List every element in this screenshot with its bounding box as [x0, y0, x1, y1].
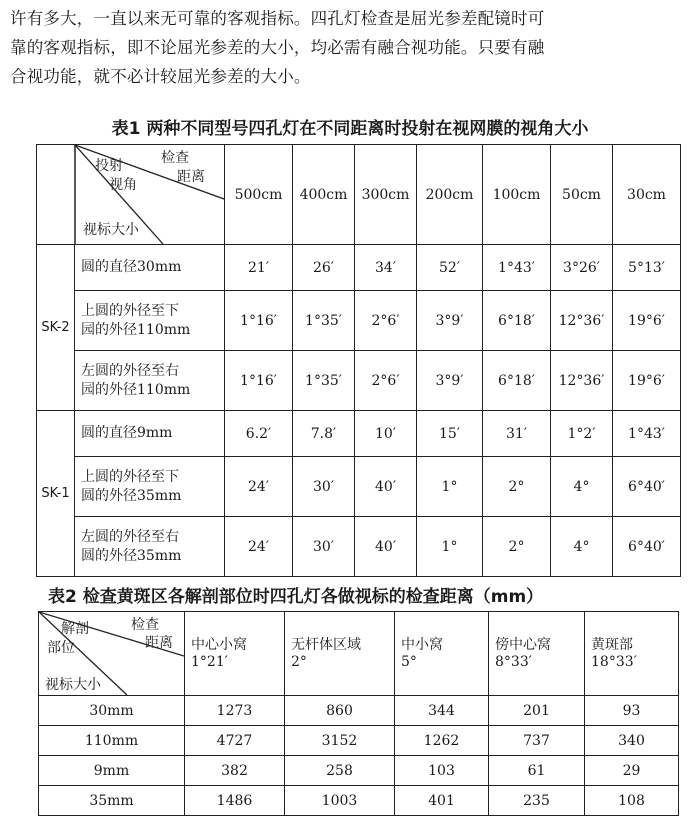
table-cell: 10′ — [355, 411, 417, 457]
table2-header-row — [39, 612, 679, 696]
table-cell: 737 — [489, 726, 585, 756]
table-cell: 1273 — [185, 696, 285, 726]
row-label-line: 上圆的外径至下 — [81, 302, 179, 319]
paragraph-line: 合视功能，就不必计较屈光参差的大小。 — [10, 67, 311, 86]
table1 — [36, 144, 681, 577]
corner-label: 检查 — [131, 617, 159, 633]
corner-label: 解剖 — [61, 621, 89, 637]
row-label-line: 上圆的外径至下 — [81, 468, 179, 485]
table2-corner-cell — [39, 612, 185, 696]
corner-label: 距离 — [177, 169, 205, 185]
table-row — [37, 517, 681, 577]
table-cell: 108 — [585, 786, 679, 816]
table-cell: 344 — [395, 696, 489, 726]
paragraph-line: 靠的客观指标，即不论屈光参差的大小，均必需有融合视功能。只要有融 — [10, 38, 545, 57]
table-cell: 1°35′ — [293, 351, 355, 411]
table-cell: 1262 — [395, 726, 489, 756]
table-cell: 6°18′ — [483, 291, 551, 351]
table-row — [39, 786, 679, 816]
table-cell: 34′ — [355, 245, 417, 291]
column-header — [489, 612, 585, 696]
table-row — [37, 245, 681, 291]
row-label-line: 园的外径110mm — [81, 381, 191, 398]
row-label-line: 左圆的外径至右 — [81, 362, 179, 379]
column-header-name: 黄斑部 — [591, 636, 633, 653]
table-cell: 15′ — [417, 411, 483, 457]
table-cell: 6°40′ — [613, 517, 681, 577]
corner-label: 视标大小 — [83, 222, 139, 238]
distance-header: 30cm — [613, 145, 681, 245]
column-header-name: 中心小窝 — [191, 636, 247, 653]
table-cell: 6.2′ — [225, 411, 293, 457]
table-cell: 19°6′ — [613, 351, 681, 411]
corner-label: 检查 — [161, 150, 189, 166]
group-label: SK-1 — [37, 411, 75, 577]
row-label: 9mm — [39, 756, 185, 786]
table-cell: 1°43′ — [483, 245, 551, 291]
column-header-name: 傍中心窝 — [495, 636, 551, 653]
table-cell: 26′ — [293, 245, 355, 291]
table-row — [37, 411, 681, 457]
table-cell: 29 — [585, 756, 679, 786]
column-header-name: 中小窝 — [401, 636, 443, 653]
table-cell: 3°9′ — [417, 291, 483, 351]
column-header-angle: 18°33′ — [591, 653, 637, 670]
table1-caption: 表1 两种不同型号四孔灯在不同距离时投射在视网膜的视角大小 — [111, 119, 589, 139]
table-cell: 1486 — [185, 786, 285, 816]
table-cell: 2° — [483, 457, 551, 517]
table-cell: 21′ — [225, 245, 293, 291]
row-label-line: 左圆的外径至右 — [81, 528, 179, 545]
table-cell: 1°43′ — [613, 411, 681, 457]
table1-header-row — [37, 145, 681, 245]
table-cell: 40′ — [355, 517, 417, 577]
table-cell: 6°40′ — [613, 457, 681, 517]
column-header-angle: 8°33′ — [495, 653, 532, 670]
table-cell: 258 — [285, 756, 395, 786]
table-cell: 1° — [417, 457, 483, 517]
row-label-line: 圆的外径35mm — [81, 547, 182, 564]
table-row — [39, 696, 679, 726]
row-label: 30mm — [39, 696, 185, 726]
table-cell: 401 — [395, 786, 489, 816]
table-cell: 4° — [551, 457, 613, 517]
table-cell: 12°36′ — [551, 291, 613, 351]
corner-label: 视标大小 — [45, 677, 101, 693]
column-header — [395, 612, 489, 696]
table-cell: 5°13′ — [613, 245, 681, 291]
table-cell: 860 — [285, 696, 395, 726]
table-cell: 1°35′ — [293, 291, 355, 351]
table-row — [37, 291, 681, 351]
row-label-line: 园的外径110mm — [81, 321, 191, 338]
table-cell: 3°26′ — [551, 245, 613, 291]
distance-header: 300cm — [355, 145, 417, 245]
table2-caption: 表2 检查黄斑区各解剖部位时四孔灯各做视标的检查距离（mm） — [48, 587, 544, 607]
table-cell: 30′ — [293, 517, 355, 577]
table-cell: 3°9′ — [417, 351, 483, 411]
table-cell: 1°16′ — [225, 291, 293, 351]
distance-header: 200cm — [417, 145, 483, 245]
table-cell: 1° — [417, 517, 483, 577]
table-cell: 2° — [483, 517, 551, 577]
corner-label: 视角 — [109, 177, 137, 193]
distance-header: 500cm — [225, 145, 293, 245]
corner-label: 投射 — [95, 158, 123, 174]
table-cell: 382 — [185, 756, 285, 786]
table-cell: 2°6′ — [355, 351, 417, 411]
table-cell: 30′ — [293, 457, 355, 517]
corner-label: 部位 — [47, 640, 75, 656]
row-label-line: 圆的外径35mm — [81, 487, 182, 504]
row-label — [75, 411, 225, 457]
table-row — [37, 351, 681, 411]
distance-header: 50cm — [551, 145, 613, 245]
table-cell: 103 — [395, 756, 489, 786]
table-cell: 3152 — [285, 726, 395, 756]
table-cell: 61 — [489, 756, 585, 786]
table-cell: 6°18′ — [483, 351, 551, 411]
table-cell: 52′ — [417, 245, 483, 291]
table-cell: 4° — [551, 517, 613, 577]
table-cell: 1°16′ — [225, 351, 293, 411]
group-label: SK-2 — [37, 245, 75, 411]
table-cell: 1°2′ — [551, 411, 613, 457]
row-label — [75, 517, 225, 577]
paragraph-line: 许有多大，一直以来无可靠的客观指标。四孔灯检查是屈光参差配镜时可 — [10, 9, 545, 28]
column-header-angle: 1°21′ — [191, 653, 228, 670]
row-label — [75, 351, 225, 411]
table-cell: 24′ — [225, 457, 293, 517]
distance-header: 100cm — [483, 145, 551, 245]
row-label — [75, 245, 225, 291]
distance-header: 400cm — [293, 145, 355, 245]
table-cell: 40′ — [355, 457, 417, 517]
table-row — [39, 756, 679, 786]
table-cell: 93 — [585, 696, 679, 726]
row-label-line: 圆的直径30mm — [81, 259, 182, 275]
table-cell: 12°36′ — [551, 351, 613, 411]
table-cell: 235 — [489, 786, 585, 816]
row-label — [75, 457, 225, 517]
intro-paragraph — [10, 4, 694, 91]
column-header — [285, 612, 395, 696]
row-label: 35mm — [39, 786, 185, 816]
table-cell: 7.8′ — [293, 411, 355, 457]
column-header — [585, 612, 679, 696]
table1-corner-cell — [37, 145, 225, 245]
corner-label: 距离 — [145, 635, 173, 651]
table-cell: 2°6′ — [355, 291, 417, 351]
table-cell: 1003 — [285, 786, 395, 816]
table-cell: 24′ — [225, 517, 293, 577]
table-cell: 201 — [489, 696, 585, 726]
row-label: 110mm — [39, 726, 185, 756]
column-header-name: 无杆体区域 — [291, 636, 361, 653]
table-cell: 340 — [585, 726, 679, 756]
table2 — [38, 611, 679, 816]
table-row — [39, 726, 679, 756]
column-header-angle: 2° — [291, 653, 307, 670]
column-header-angle: 5° — [401, 653, 417, 670]
row-label — [75, 291, 225, 351]
table-cell: 31′ — [483, 411, 551, 457]
row-label-line: 圆的直径9mm — [81, 425, 173, 441]
column-header — [185, 612, 285, 696]
table-row — [37, 457, 681, 517]
table-cell: 4727 — [185, 726, 285, 756]
table-cell: 19°6′ — [613, 291, 681, 351]
